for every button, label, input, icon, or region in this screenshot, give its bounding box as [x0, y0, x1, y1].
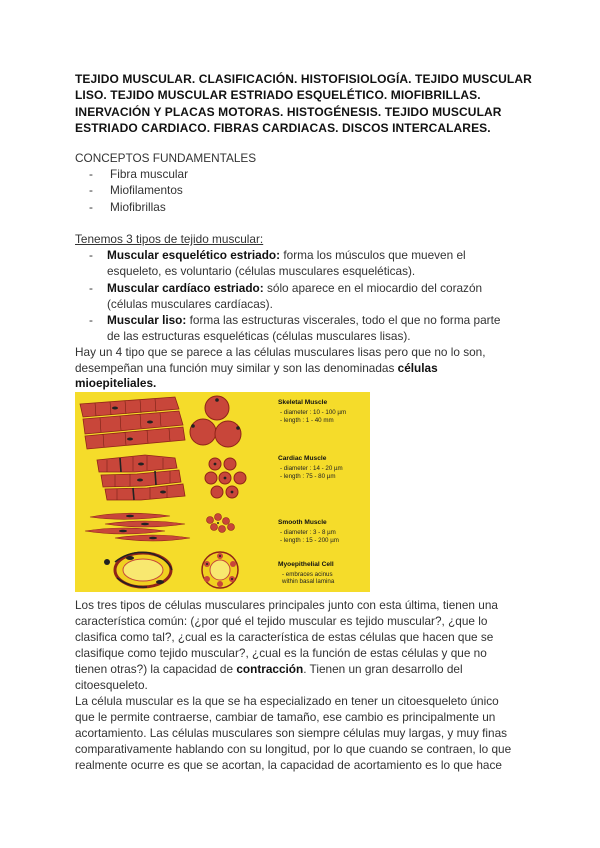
- bullet-dash: -: [89, 183, 93, 197]
- bullet-dash: -: [89, 200, 93, 214]
- smooth-diameter: - diameter : 3 - 8 µm: [280, 529, 336, 536]
- paragraph-line: clasifica como tal?, ¿cual es la característica de estas células que hacen que se: [75, 630, 494, 644]
- fourth-term: células: [397, 361, 438, 375]
- skeletal-length: - length : 1 - 40 mm: [280, 417, 334, 424]
- paragraph-line: característica común: (¿por qué el tejido muscular es tejido muscular?, ¿que lo: [75, 614, 488, 628]
- paragraph-text: tienen otras?) la capacidad de: [75, 662, 237, 676]
- type-item-cardiac: [107, 280, 482, 297]
- fourth-term-cont: [75, 375, 156, 392]
- skeletal-fibers-drawing: [80, 397, 185, 449]
- bullet-dash: -: [89, 248, 93, 262]
- paragraph-line: que le permite contraerse, cambiar de tamaño, ese cambio es principalmente un: [75, 710, 496, 724]
- paragraph-line: [75, 661, 463, 678]
- muscle-diagram: [75, 392, 370, 592]
- paragraph-line: acortamiento. Las células musculares son siempre células muy largas, y muy finas: [75, 726, 508, 740]
- cardiac-length: - length : 75 - 80 µm: [280, 473, 336, 480]
- myoepithelial-desc: - embraces acinus: [282, 571, 333, 578]
- paragraph-line: La célula muscular es la que se ha especializado en tener un citoesqueleto único: [75, 694, 499, 708]
- concept-item: Miofibrillas: [110, 200, 166, 214]
- myoepithelial-title: Myoepithelial Cell: [278, 561, 334, 568]
- cardiac-fibers-drawing: [97, 455, 185, 500]
- type-item-smooth: [107, 312, 500, 329]
- fourth-type-line: Hay un 4 tipo que se parece a las células musculares lisas pero que no lo son,: [75, 345, 486, 359]
- bullet-dash: -: [89, 281, 93, 295]
- concept-item: Fibra muscular: [110, 167, 189, 181]
- cardiac-diameter: - diameter : 14 - 20 µm: [280, 465, 343, 472]
- type-desc: sólo aparece en el miocardio del corazón: [263, 281, 483, 295]
- fourth-term: mioepiteliales.: [75, 376, 157, 390]
- myoepithelial-desc: within basal lamina: [282, 578, 335, 585]
- types-intro: Tenemos 3 tipos de tejido muscular:: [75, 232, 264, 246]
- skeletal-diameter: - diameter : 10 - 100 µm: [280, 409, 347, 416]
- bullet-dash: -: [89, 313, 93, 327]
- myoepithelial-cross-section: [202, 552, 238, 588]
- paragraph-line: clasifique como tejido muscular?, ¿cual es la función de estas células y que no: [75, 646, 487, 660]
- paragraph-text: . Tienen un gran desarrollo del: [303, 662, 463, 676]
- type-term: Muscular cardíaco estriado:: [107, 281, 264, 295]
- paragraph-line: comparativamente hablando con su longitud, por lo que cuando se contraen, lo que: [75, 742, 512, 756]
- concept-item: Miofilamentos: [110, 183, 183, 197]
- bullet-dash: -: [89, 167, 93, 181]
- smooth-length: - length : 15 - 200 µm: [280, 537, 339, 544]
- type-desc-cont: de las estructuras esqueléticas (células musculares lisas).: [107, 329, 411, 343]
- skeletal-title: Skeletal Muscle: [278, 399, 328, 406]
- paragraph-term: contracción: [236, 662, 304, 676]
- fourth-text: desempeñan una función muy similar y son las denominadas: [75, 361, 398, 375]
- type-desc-cont: esqueleto, es voluntario (células musculares esqueléticas).: [107, 264, 416, 278]
- page-title: TEJIDO MUSCULAR. CLASIFICACIÓN. HISTOFISIOLOGÍA. TEJIDO MUSCULAR LISO. TEJIDO MUSCULAR ESTRIADO ESQUELÉTICO. MIOFIBRILLAS. INERVACIÓN Y PLACAS MOTORAS. HISTOGÉNESIS. TEJIDO MUSCULAR ESTRIADO CARDIACO. FIBRAS CARDIACAS. DISCOS INTERCALARES.: [75, 72, 532, 136]
- type-desc: forma los músculos que mueven el: [280, 248, 466, 262]
- type-item-skeletal: [107, 247, 466, 264]
- type-desc-cont: (células musculares cardíacas).: [107, 297, 273, 311]
- type-term: Muscular esquelético estriado:: [107, 248, 281, 262]
- muscle-types-figure: [75, 392, 370, 592]
- type-term: Muscular liso:: [107, 313, 187, 327]
- paragraph-line: realmente ocurre es que se acortan, la capacidad de acortamiento es lo que hace: [75, 758, 502, 772]
- type-desc: forma las estructuras viscerales, todo el que no forma parte: [186, 313, 501, 327]
- paragraph-line: citoesqueleto.: [75, 678, 148, 692]
- concepts-heading: CONCEPTOS FUNDAMENTALES: [75, 151, 257, 165]
- cardiac-title: Cardiac Muscle: [278, 455, 327, 462]
- smooth-title: Smooth Muscle: [278, 519, 327, 526]
- paragraph-line: Los tres tipos de células musculares principales junto con esta última, tienen una: [75, 598, 498, 612]
